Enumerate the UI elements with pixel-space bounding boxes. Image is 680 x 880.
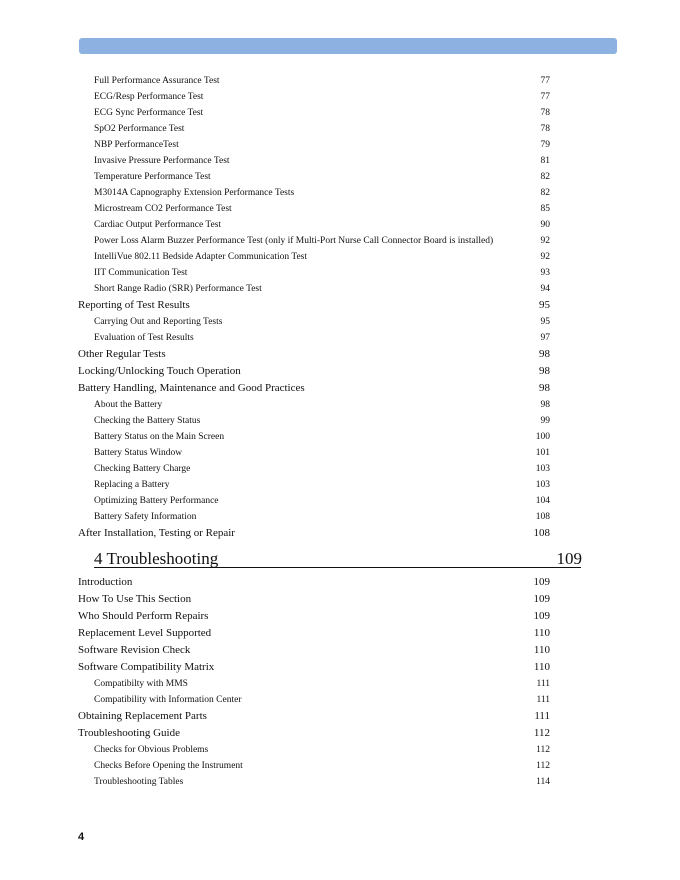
toc-entry-page: 92 (540, 236, 550, 246)
toc-entry-title: IntelliVue 802.11 Bedside Adapter Communication Test (94, 252, 308, 262)
toc-entry-title: Other Regular Tests (78, 348, 166, 360)
toc-section-entry[interactable] (0, 726, 680, 743)
toc-entry-page: 93 (540, 268, 550, 278)
toc-subsection-entry[interactable] (0, 282, 680, 298)
toc-entry-title: Microstream CO2 Performance Test (94, 204, 232, 214)
toc-entry-page: 78 (540, 124, 550, 134)
toc-entry-title: Software Revision Check (78, 644, 191, 656)
toc-subsection-entry[interactable] (0, 90, 680, 106)
toc-entry-page: 110 (533, 627, 550, 639)
toc-subsection-entry[interactable] (0, 250, 680, 266)
toc-section-entry[interactable] (0, 709, 680, 726)
toc-subsection-entry[interactable] (0, 462, 680, 478)
toc-entry-title: Battery Handling, Maintenance and Good Practices (78, 382, 305, 394)
toc-entry-title: Carrying Out and Reporting Tests (94, 317, 223, 327)
toc-entry-page: 111 (534, 710, 550, 722)
header-bar (79, 38, 617, 54)
toc-entry-page: 90 (540, 220, 550, 230)
toc-section-entry[interactable] (0, 592, 680, 609)
toc-entry-title: Invasive Pressure Performance Test (94, 156, 230, 166)
toc-subsection-entry[interactable] (0, 315, 680, 331)
toc-entry-page: 103 (535, 480, 550, 490)
toc-entry-title: Evaluation of Test Results (94, 333, 194, 343)
toc-entry-page: 112 (536, 745, 550, 755)
toc-subsection-entry[interactable] (0, 478, 680, 494)
toc-section-entry[interactable] (0, 626, 680, 643)
toc-entry-title: Compatibilty with MMS (94, 679, 188, 689)
toc-entry-title: Checking the Battery Status (94, 416, 201, 426)
toc-section-entry[interactable] (0, 526, 680, 543)
toc-section-entry[interactable] (0, 381, 680, 398)
toc-entry-title: Full Performance Assurance Test (94, 76, 220, 86)
toc-entry-page: 112 (536, 761, 550, 771)
toc-entry-title: ECG/Resp Performance Test (94, 92, 204, 102)
toc-subsection-entry[interactable] (0, 775, 680, 791)
toc-entry-page: 110 (533, 644, 550, 656)
toc-entry-title: Checks for Obvious Problems (94, 745, 209, 755)
toc-entry-page: 95 (539, 299, 550, 311)
toc-entry-title: IIT Communication Test (94, 268, 188, 278)
toc-entry-page: 101 (535, 448, 550, 458)
toc-entry-title: Locking/Unlocking Touch Operation (78, 365, 241, 377)
toc-entry-title: Battery Status Window (94, 448, 183, 458)
toc-entry-page: 82 (540, 172, 550, 182)
toc-entry-title: Battery Safety Information (94, 512, 197, 522)
toc-subsection-entry[interactable] (0, 430, 680, 446)
toc-entry-title: NBP PerformanceTest (94, 140, 179, 150)
toc-section-entry[interactable] (0, 643, 680, 660)
toc-subsection-entry[interactable] (0, 138, 680, 154)
toc-entry-page: 92 (540, 252, 550, 262)
toc-entry-title: Cardiac Output Performance Test (94, 220, 222, 230)
toc-subsection-entry[interactable] (0, 446, 680, 462)
toc-subsection-entry[interactable] (0, 693, 680, 709)
toc-subsection-entry[interactable] (0, 759, 680, 775)
toc-entry-page: 98 (539, 348, 550, 360)
toc-entry-title: Compatibility with Information Center (94, 695, 242, 705)
toc-entry-page: 112 (533, 727, 550, 739)
toc-subsection-entry[interactable] (0, 510, 680, 526)
toc-subsection-entry[interactable] (0, 414, 680, 430)
toc-subsection-entry[interactable] (0, 106, 680, 122)
toc-subsection-entry[interactable] (0, 331, 680, 347)
table-of-contents (0, 74, 680, 791)
toc-chapter-entry[interactable] (0, 549, 680, 573)
toc-entry-page: 97 (540, 333, 550, 343)
toc-entry-page: 108 (535, 512, 550, 522)
toc-entry-title: Power Loss Alarm Buzzer Performance Test (only if Multi-Port Nurse Call Connector Board is installed) (94, 236, 494, 246)
toc-entry-page: 95 (540, 317, 550, 327)
toc-subsection-entry[interactable] (0, 494, 680, 510)
toc-entry-page: 98 (540, 400, 550, 410)
toc-entry-page: 111 (536, 695, 550, 705)
toc-subsection-entry[interactable] (0, 218, 680, 234)
toc-entry-page: 82 (540, 188, 550, 198)
toc-entry-title: Troubleshooting Guide (78, 727, 180, 739)
toc-subsection-entry[interactable] (0, 266, 680, 282)
toc-subsection-entry[interactable] (0, 234, 680, 250)
toc-entry-page: 98 (539, 365, 550, 377)
toc-entry-title: Battery Status on the Main Screen (94, 432, 225, 442)
toc-entry-page: 85 (540, 204, 550, 214)
toc-section-entry[interactable] (0, 575, 680, 592)
toc-entry-title: Replacing a Battery (94, 480, 170, 490)
toc-entry-page: 81 (540, 156, 550, 166)
toc-entry-title: Reporting of Test Results (78, 299, 190, 311)
toc-subsection-entry[interactable] (0, 398, 680, 414)
toc-entry-page: 109 (556, 549, 582, 568)
toc-entry-page: 109 (533, 576, 550, 588)
toc-entry-page: 109 (533, 593, 550, 605)
toc-entry-title: M3014A Capnography Extension Performance Tests (94, 188, 295, 198)
toc-section-entry[interactable] (0, 609, 680, 626)
toc-entry-page: 98 (539, 382, 550, 394)
toc-entry-page: 108 (533, 527, 550, 539)
toc-entry-title: Software Compatibility Matrix (78, 661, 215, 673)
toc-entry-page: 110 (533, 661, 550, 673)
toc-subsection-entry[interactable] (0, 74, 680, 90)
toc-entry-title: Introduction (78, 576, 133, 588)
toc-entry-page: 99 (540, 416, 550, 426)
toc-entry-page: 100 (535, 432, 550, 442)
toc-entry-title: Temperature Performance Test (94, 172, 211, 182)
toc-subsection-entry[interactable] (0, 677, 680, 693)
toc-subsection-entry[interactable] (0, 122, 680, 138)
toc-entry-title: Optimizing Battery Performance (94, 496, 219, 506)
toc-entry-page: 78 (540, 108, 550, 118)
toc-entry-page: 77 (540, 92, 550, 102)
toc-subsection-entry[interactable] (0, 154, 680, 170)
toc-entry-title: Replacement Level Supported (78, 627, 212, 639)
toc-section-entry[interactable] (0, 364, 680, 381)
toc-entry-title: Troubleshooting Tables (94, 777, 184, 787)
toc-subsection-entry[interactable] (0, 202, 680, 218)
toc-entry-title: ECG Sync Performance Test (94, 108, 204, 118)
toc-section-entry[interactable] (0, 660, 680, 677)
toc-entry-title: About the Battery (94, 400, 163, 410)
toc-entry-title: Obtaining Replacement Parts (78, 710, 207, 722)
toc-entry-title: Who Should Perform Repairs (78, 610, 209, 622)
toc-subsection-entry[interactable] (0, 170, 680, 186)
toc-subsection-entry[interactable] (0, 743, 680, 759)
toc-entry-page: 111 (536, 679, 550, 689)
toc-entry-title: Short Range Radio (SRR) Performance Test (94, 284, 262, 294)
toc-subsection-entry[interactable] (0, 186, 680, 202)
toc-entry-title: 4 Troubleshooting (94, 549, 219, 568)
toc-section-entry[interactable] (0, 298, 680, 315)
toc-entry-title: After Installation, Testing or Repair (78, 527, 235, 539)
toc-entry-page: 79 (540, 140, 550, 150)
toc-entry-title: Checking Battery Charge (94, 464, 191, 474)
page-number: 4 (78, 831, 85, 843)
toc-entry-page: 77 (540, 76, 550, 86)
toc-entry-title: SpO2 Performance Test (94, 124, 185, 134)
toc-entry-title: Checks Before Opening the Instrument (94, 761, 243, 771)
toc-entry-page: 109 (533, 610, 550, 622)
toc-entry-page: 103 (535, 464, 550, 474)
toc-entry-page: 94 (540, 284, 550, 294)
toc-entry-page: 114 (536, 777, 550, 787)
toc-entry-page: 104 (535, 496, 550, 506)
toc-section-entry[interactable] (0, 347, 680, 364)
toc-entry-title: How To Use This Section (78, 593, 192, 605)
